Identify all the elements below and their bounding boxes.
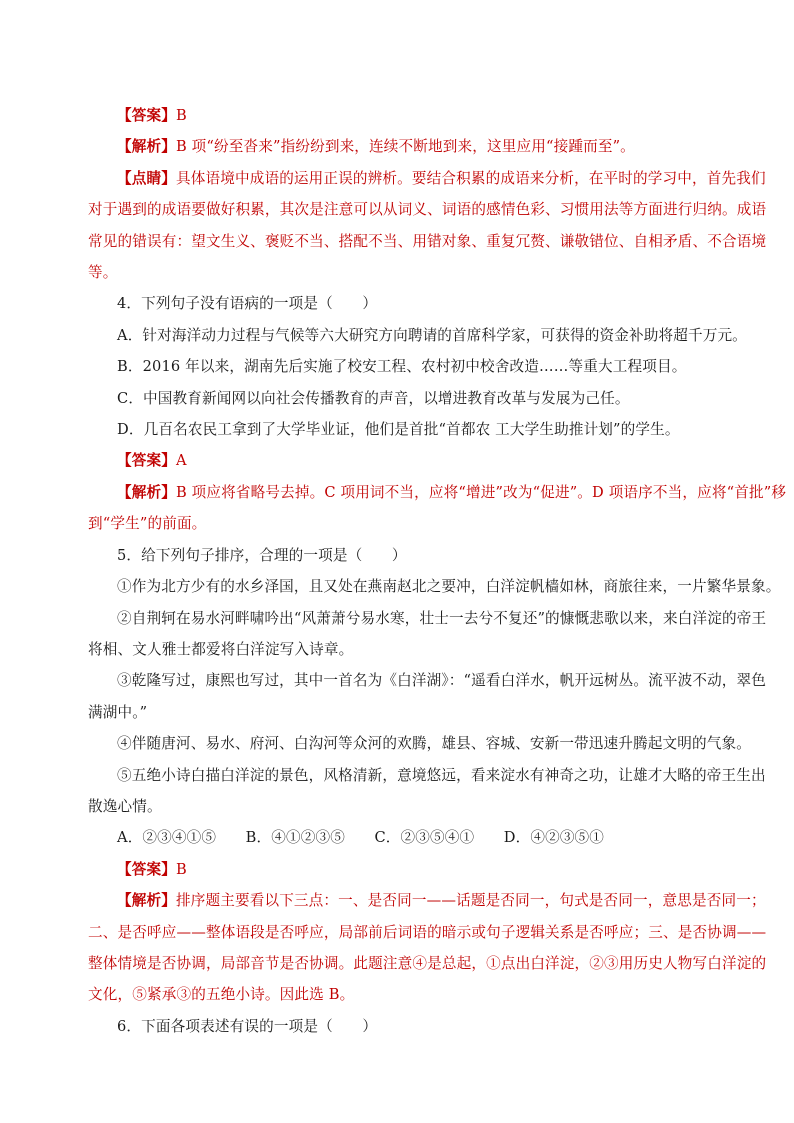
q4-option-b: B．2016 年以来，湖南先后实施了校安工程、农村初中校舍改造……等重大工程项目。 [117,358,687,376]
answer-tag: 【答案】 [117,860,176,878]
q3-comment-text: 等。 [88,264,118,282]
q4-answer: A [175,452,187,470]
q5-analysis-text: 排序题主要看以下三点：一、是否同一——话题是否同一，句式是否同一，意思是否同一； [175,892,766,910]
q5-sentence-5-cont: 散逸心情。 [88,797,162,815]
q5-answer-line [88,854,720,885]
q4-option-c: C．中国教育新闻网以向社会传播教育的声音，以增进教育改革与发展为己任。 [117,389,630,407]
q5-sentence-2-cont: 将相、文人雅士都爱将白洋淀写入诗章。 [88,640,354,658]
q5-analysis-line [88,885,766,916]
q4-stem: 4．下列句子没有语病的一项是（ ） [117,295,378,313]
q3-comment-text: 常见的错误有：望文生义、褒贬不当、搭配不当、用错对象、重复冗赘、谦敬错位、自相矛盾、不合语境 [88,232,767,250]
q6-stem: 6．下面各项表述有误的一项是（ ） [117,1017,378,1035]
q4-answer-line [88,445,720,476]
q5-sentence-5: ⑤五绝小诗白描白洋淀的景色，风格清新，意境悠远，看来淀水有神奇之功，让雄才大略的帝王生出 [117,766,766,784]
q5-sentence-1: ①作为北方少有的水乡泽国，且又处在燕南赵北之要冲，白洋淀帆樯如林，商旅往来，一片繁华景象。 [117,578,781,596]
q5-stem: 5．给下列句子排序，合理的一项是（ ） [117,546,407,564]
q3-comment-text: 对于遇到的成语要做好积累，其次是注意可以从词义、词语的感情色彩、习惯用法等方面进行归纳。成语 [88,201,767,219]
q5-sentence-2: ②自荆轲在易水河畔啸吟出“风萧萧兮易水寒，壮士一去兮不复还”的慷慨悲歌以来，来白洋淀的帝王 [117,609,767,627]
q3-analysis: B 项“纷至沓来”指纷纷到来，连续不断地到来，这里应用“接踵而至”。 [175,138,635,156]
q5-analysis-text: 二、是否呼应——整体语段是否呼应，局部前后词语的暗示或句子逻辑关系是否呼应；三、是否协调—— [88,923,767,941]
document-page [88,100,787,1042]
answer-tag: 【答案】 [117,107,176,124]
q4-analysis-text: 到“学生”的前面。 [88,515,207,533]
q5-answer: B [175,860,187,878]
answer-tag: 【答案】 [117,452,176,470]
analysis-tag: 【解析】 [117,483,176,501]
q5-sentence-4: ④伴随唐河、易水、府河、白沟河等众河的欢腾，雄县、容城、安新一带迅速升腾起文明的气象。 [117,735,751,753]
q3-answer-line [88,100,720,131]
q5-analysis-text: 文化，⑤紧承③的五绝小诗。因此选 B。 [88,986,355,1004]
q3-comment-text: 具体语境中成语的运用正误的辨析。要结合积累的成语来分析，在平时的学习中，首先我们 [175,169,766,187]
q4-analysis-line [88,477,787,508]
comment-tag: 【点睛】 [117,169,176,187]
analysis-tag: 【解析】 [117,138,176,156]
q4-option-d: D．几百名农民工拿到了大学毕业证，他们是首批“首都农 工大学生助推计划”的学生。 [117,421,680,439]
q4-analysis-text: B 项应将省略号去掉。C 项用词不当，应将“增进”改为“促进”。D 项语序不当，应将“首批”移 [175,483,787,501]
q5-sentence-3-cont: 满湖中。” [88,703,148,721]
q5-options: A．②③④①⑤ B．④①②③⑤ C．②③⑤④① D．④②③⑤① [117,829,605,847]
q3-analysis-line [88,131,720,162]
q4-option-a: A．针对海洋动力过程与气候等六大研究方向聘请的首席科学家，可获得的资金补助将超千万元。 [117,326,747,344]
q3-answer: B [175,107,187,124]
analysis-tag: 【解析】 [117,892,176,910]
q3-comment-line [88,163,766,194]
q5-sentence-3: ③乾隆写过，康熙也写过，其中一首名为《白洋湖》：“遥看白洋水，帆开远树丛。流平波不动，翠色 [117,672,767,690]
q5-analysis-text: 整体情境是否协调，局部音节是否协调。此题注意④是总起，①点出白洋淀，②③用历史人物写白洋淀的 [88,954,767,972]
